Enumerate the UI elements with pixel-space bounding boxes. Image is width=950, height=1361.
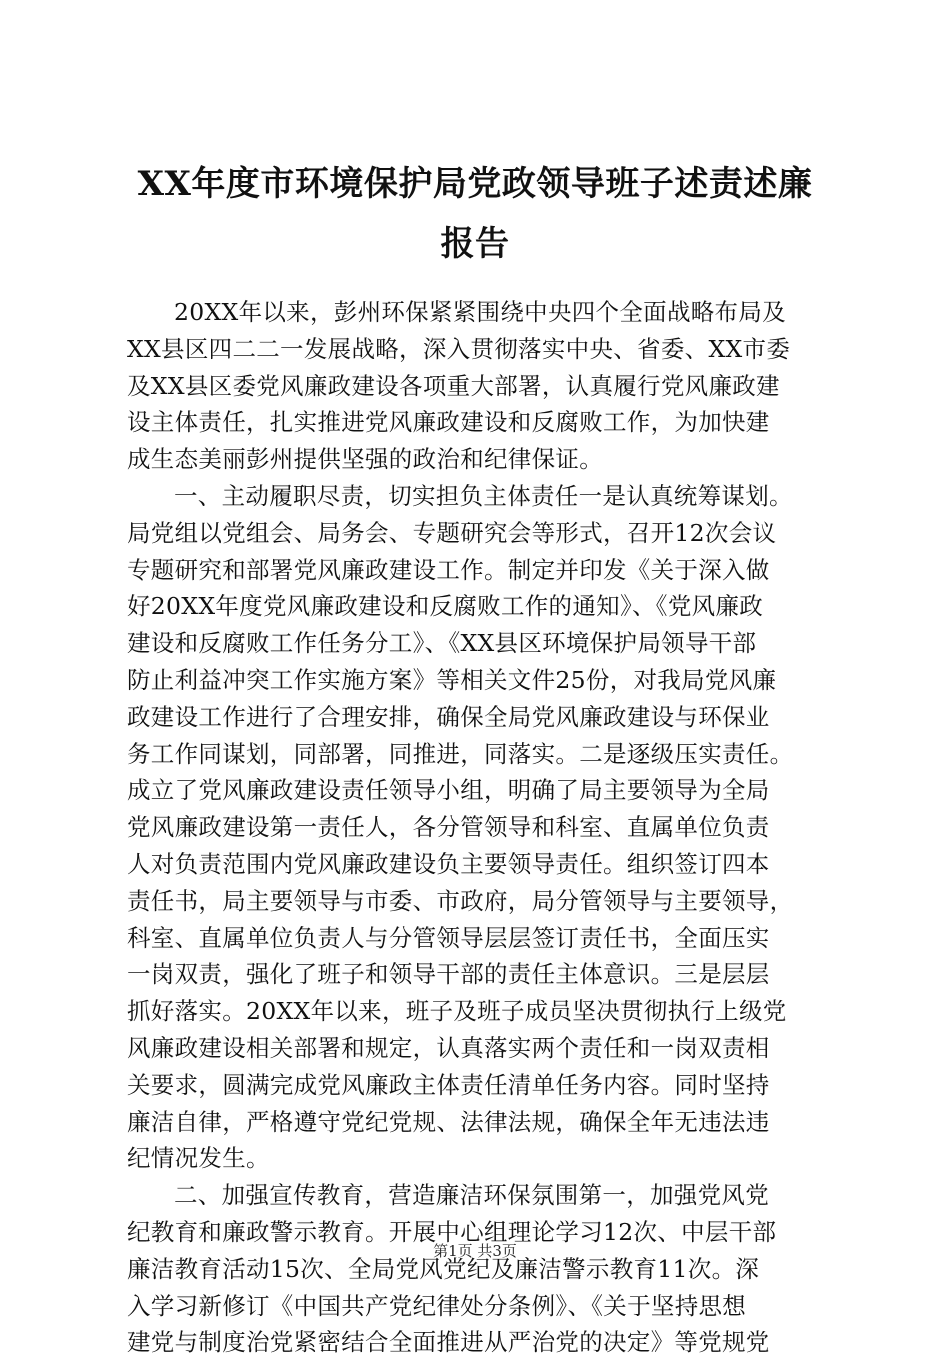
- paragraph-line: 科室、直属单位负责人与分管领导层层签订责任书，全面压实: [127, 923, 770, 952]
- paragraph-line: 入学习新修订《中国共产党纪律处分条例》、《关于坚持思想: [127, 1291, 747, 1320]
- paragraph-line: 纪情况发生。: [127, 1144, 270, 1173]
- paragraph-line: 专题研究和部署党风廉政建设工作。制定并印发《关于深入做: [127, 555, 770, 584]
- document-body: [127, 294, 867, 1361]
- paragraph-line: 一岗双责，强化了班子和领导干部的责任主体意识。三是层层: [127, 960, 770, 989]
- paragraph-line: 二、加强宣传教育，营造廉洁环保氛围第一，加强党风党: [174, 1181, 769, 1210]
- paragraph-line: 建设和反腐败工作任务分工》、《XX县区环境保护局领导干部: [127, 629, 757, 658]
- paragraph-line: 防止利益冲突工作实施方案》等相关文件25份，对我局党风廉: [127, 665, 777, 694]
- paragraph-line: 风廉政建设相关部署和规定，认真落实两个责任和一岗双责相: [127, 1033, 770, 1062]
- paragraph-line: 廉洁自律，严格遵守党纪党规、法律法规，确保全年无违法违: [127, 1107, 770, 1136]
- paragraph-line: 党风廉政建设第一责任人，各分管领导和科室、直属单位负责: [127, 813, 770, 842]
- page-number-footer: 第1页 共3页: [433, 1242, 517, 1260]
- paragraph-line: 好20XX年度党风廉政建设和反腐败工作的通知》、《党风廉政: [127, 592, 764, 621]
- paragraph-line: 及XX县区委党风廉政建设各项重大部署，认真履行党风廉政建: [127, 371, 780, 400]
- document-title-line-2: 报告: [440, 224, 510, 264]
- document-title-line-1: XX年度市环境保护局党政领导班子述责述廉: [137, 164, 813, 204]
- paragraph-line: 廉洁教育活动15次、全局党风党纪及廉洁警示教育11次。深: [127, 1254, 760, 1283]
- paragraph-line: 责任书，局主要领导与市委、市政府，局分管领导与主要领导，: [127, 886, 794, 915]
- paragraph-line: 纪教育和廉政警示教育。开展中心组理论学习12次、中层干部: [127, 1217, 777, 1246]
- paragraph-line: 人对负责范围内党风廉政建设负主要领导责任。组织签订四本: [127, 849, 770, 878]
- paragraph-line: XX县区四二二一发展战略，深入贯彻落实中央、省委、XX市委: [127, 334, 791, 363]
- paragraph-line: 关要求，圆满完成党风廉政主体责任清单任务内容。同时坚持: [127, 1070, 770, 1099]
- paragraph-line: 抓好落实。20XX年以来，班子及班子成员坚决贯彻执行上级党: [127, 997, 787, 1026]
- paragraph-line: 成立了党风廉政建设责任领导小组，明确了局主要领导为全局: [127, 776, 770, 805]
- paragraph-line: 局党组以党组会、局务会、专题研究会等形式，召开12次会议: [127, 518, 777, 547]
- paragraph-line: 一、主动履职尽责，切实担负主体责任一是认真统筹谋划。: [174, 481, 793, 510]
- paragraph-line: 20XX年以来，彭州环保紧紧围绕中央四个全面战略布局及: [174, 298, 786, 326]
- paragraph-line: 设主体责任，扎实推进党风廉政建设和反腐败工作，为加快建: [127, 408, 770, 437]
- paragraph-line: 政建设工作进行了合理安排，确保全局党风廉政建设与环保业: [127, 702, 770, 731]
- paragraph-line: 务工作同谋划，同部署，同推进，同落实。二是逐级压实责任。: [127, 739, 794, 768]
- paragraph-line: 建党与制度治党紧密结合全面推进从严治党的决定》等党规党: [127, 1328, 770, 1357]
- paragraph-line: 成生态美丽彭州提供坚强的政治和纪律保证。: [127, 445, 603, 474]
